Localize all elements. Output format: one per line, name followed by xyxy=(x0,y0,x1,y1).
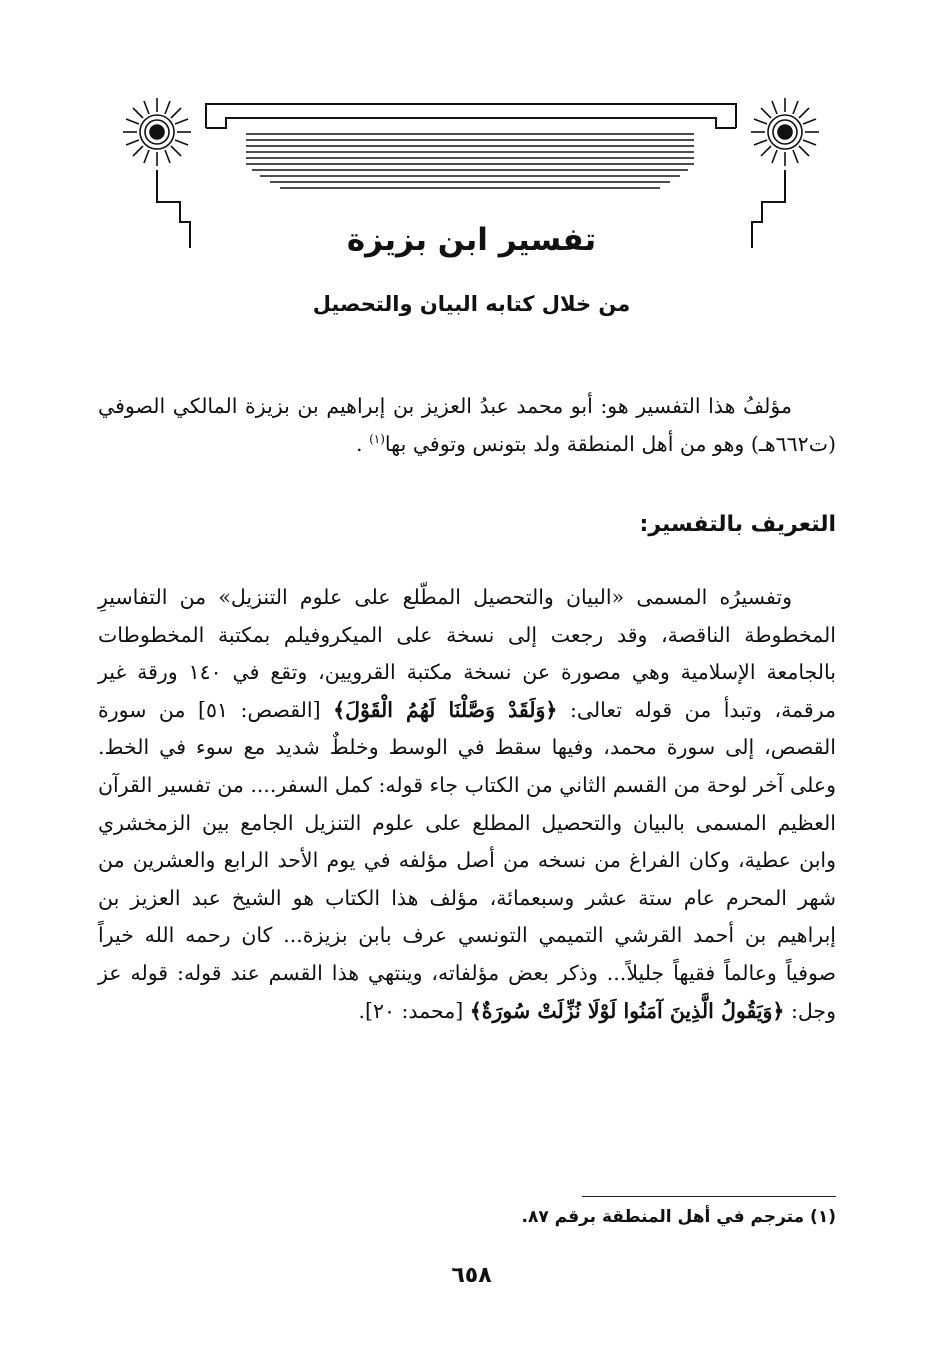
sunburst-icon xyxy=(751,98,819,166)
footnote-divider xyxy=(582,1196,836,1197)
quran-verse-2: ﴿وَيَقُولُ الَّذِينَ آمَنُوا لَوْلَا نُزِّلَتْ سُورَةٌ﴾ xyxy=(469,998,785,1023)
sunburst-icon xyxy=(123,98,191,166)
body-paragraph xyxy=(98,579,836,1030)
quran-verse-1: ﴿وَلَقَدْ وَصَّلْنَا لَهُمُ الْقَوْلَ﴾ xyxy=(333,697,558,722)
page-number: ٦٥٨ xyxy=(451,1263,492,1288)
body-text-part1: وتفسيرُه المسمى «البيان والتحصيل المطّلع على علوم التنزيل» من التفاسيرِ المخطوطة الناقصة، وقد رجعت إلى نسخة على الميكروفيلم بمكتبة المخطوطات بالجامعة الإسلامية وهي مصورة عن نسخة مكتبة القرويين، وتقع في ١٤٠ ورقة غير مرقمة، وتبدأ من قوله تعالى: xyxy=(98,585,836,722)
page-title: تفسير ابن بزيزة xyxy=(346,222,597,258)
section-heading: التعريف بالتفسير: xyxy=(639,512,836,537)
body-text-part2: [القصص: ٥١] من سورة القصص، إلى سورة محمد، وفيها سقط في الوسط وخلطٌ شديد مع سوء في الخط. وعلى آخر لوحة من القسم الثاني من الكتاب جاء قوله: كمل السفر.... من تفسير القرآن العظيم المسمى بالبيان والتحصيل المطلع على علوم التنزيل الجامع بين الزمخشري وابن عطية، وكان الفراغ من نسخه من أصل مؤلفه في يوم الأحد الرابع والعشرين من شهر المحرم عام ستة عشر وسبعمائة، مؤلف هذا الكتاب هو الشيخ عبد العزيز بن إبراهيم بن أحمد القرشي التميمي التونسي عرف بابن بزيزة... كان رحمه الله خيراً صوفياً وعالماً فقيهاً جليلاً... وذكر بعض مؤلفاته، وينتهي هذا القسم عند قوله: قوله عز وجل: xyxy=(97,697,836,1023)
intro-text: مؤلفُ هذا التفسير هو: أبو محمد عبدُ العزيز بن إبراهيم بن بزيزة المالكي الصوفي (ت٦٦٢هـ) وهو من أهل المنطقة ولد بتونس وتوفي بها xyxy=(98,394,836,456)
footnote-reference: (١) xyxy=(369,431,385,446)
body-text-part3: [محمد: ٢٠]. xyxy=(358,998,464,1023)
intro-paragraph xyxy=(98,388,836,463)
page-subtitle: من خلال كتابه البيان والتحصيل xyxy=(312,292,631,316)
intro-end: . xyxy=(356,431,363,456)
footnote: (١) مترجم في أهل المنطقة برقم ٨٧. xyxy=(521,1207,836,1227)
